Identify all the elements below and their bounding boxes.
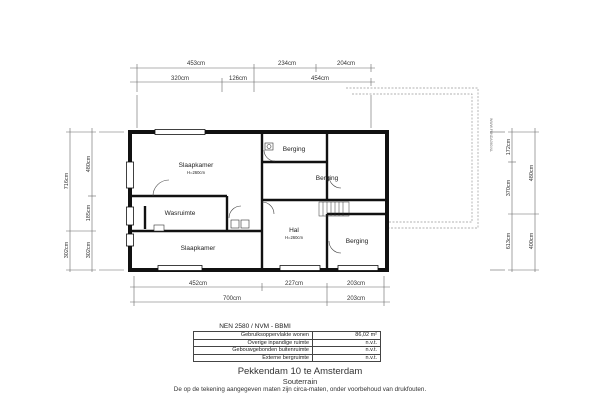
dim-bottom-203b: 203cm <box>346 296 366 302</box>
top-dimension-lines <box>130 64 375 128</box>
room-berging-3: Berging <box>345 238 369 245</box>
room-slaapkamer-1: Slaapkamer <box>178 162 214 169</box>
right-dimension-lines <box>490 128 539 272</box>
table-row <box>194 332 381 340</box>
dim-left-302a: 302cm <box>64 241 70 259</box>
table-label: Gebouwgebonden buitenruimte <box>194 347 313 355</box>
dim-left-185: 185cm <box>86 204 92 222</box>
dim-top-320: 320cm <box>170 76 190 82</box>
room-hal-height: H=260cm <box>284 235 304 240</box>
dim-left-716: 716cm <box>64 172 70 190</box>
address-title: Pekkendam 10 te Amsterdam <box>237 366 363 377</box>
terrace-outline <box>346 88 478 228</box>
dim-top-126: 126cm <box>228 76 248 82</box>
room-hal: Hal <box>289 227 299 234</box>
dim-right-172: 172cm <box>506 138 512 156</box>
dim-bottom-700: 700cm <box>222 296 242 302</box>
disclaimer: De op de tekening aangegeven maten zijn circa-maten, onder voorbehoud van drukfouten. <box>173 386 427 393</box>
room-berging-1: Berging <box>282 146 306 153</box>
dim-right-613: 613cm <box>506 232 512 250</box>
dim-left-480: 480cm <box>86 155 92 173</box>
room-slaapkamer-1-height: H=260cm <box>186 170 206 175</box>
dim-top-453: 453cm <box>186 61 206 67</box>
table-label: Externe bergruimte <box>194 354 313 362</box>
watermark-text: WWW.FUNDA360.NL <box>489 118 493 153</box>
measurement-standard: NEN 2580 / NVM - BBMI <box>219 323 291 330</box>
dim-bottom-203a: 203cm <box>346 281 366 287</box>
dim-right-480: 480cm <box>529 164 535 182</box>
fixtures <box>154 143 273 231</box>
table-value: 86,02 m² <box>313 332 381 340</box>
table-value: n.v.t. <box>313 347 381 355</box>
dim-top-454: 454cm <box>310 76 330 82</box>
room-berging-2: Berging <box>315 175 339 182</box>
dim-top-204: 204cm <box>336 61 356 67</box>
dim-right-370: 370cm <box>506 179 512 197</box>
table-value: n.v.t. <box>313 339 381 347</box>
table-row <box>194 339 381 347</box>
area-table <box>193 331 381 362</box>
left-dimension-lines <box>66 128 124 272</box>
table-row <box>194 354 381 362</box>
table-value: n.v.t. <box>313 354 381 362</box>
room-wasruimte: Wasruimte <box>164 210 196 217</box>
table-label: Overige inpandige ruimte <box>194 339 313 347</box>
room-slaapkamer-2: Slaapkamer <box>180 245 216 252</box>
dim-right-400: 400cm <box>529 232 535 250</box>
dim-bottom-452: 452cm <box>188 281 208 287</box>
dim-top-234: 234cm <box>277 61 297 67</box>
table-row <box>194 347 381 355</box>
table-label: Gebruiksoppervlakte wonen <box>194 332 313 340</box>
dim-left-302b: 302cm <box>86 241 92 259</box>
floor-name: Souterrain <box>282 377 318 386</box>
dim-bottom-227: 227cm <box>284 281 304 287</box>
